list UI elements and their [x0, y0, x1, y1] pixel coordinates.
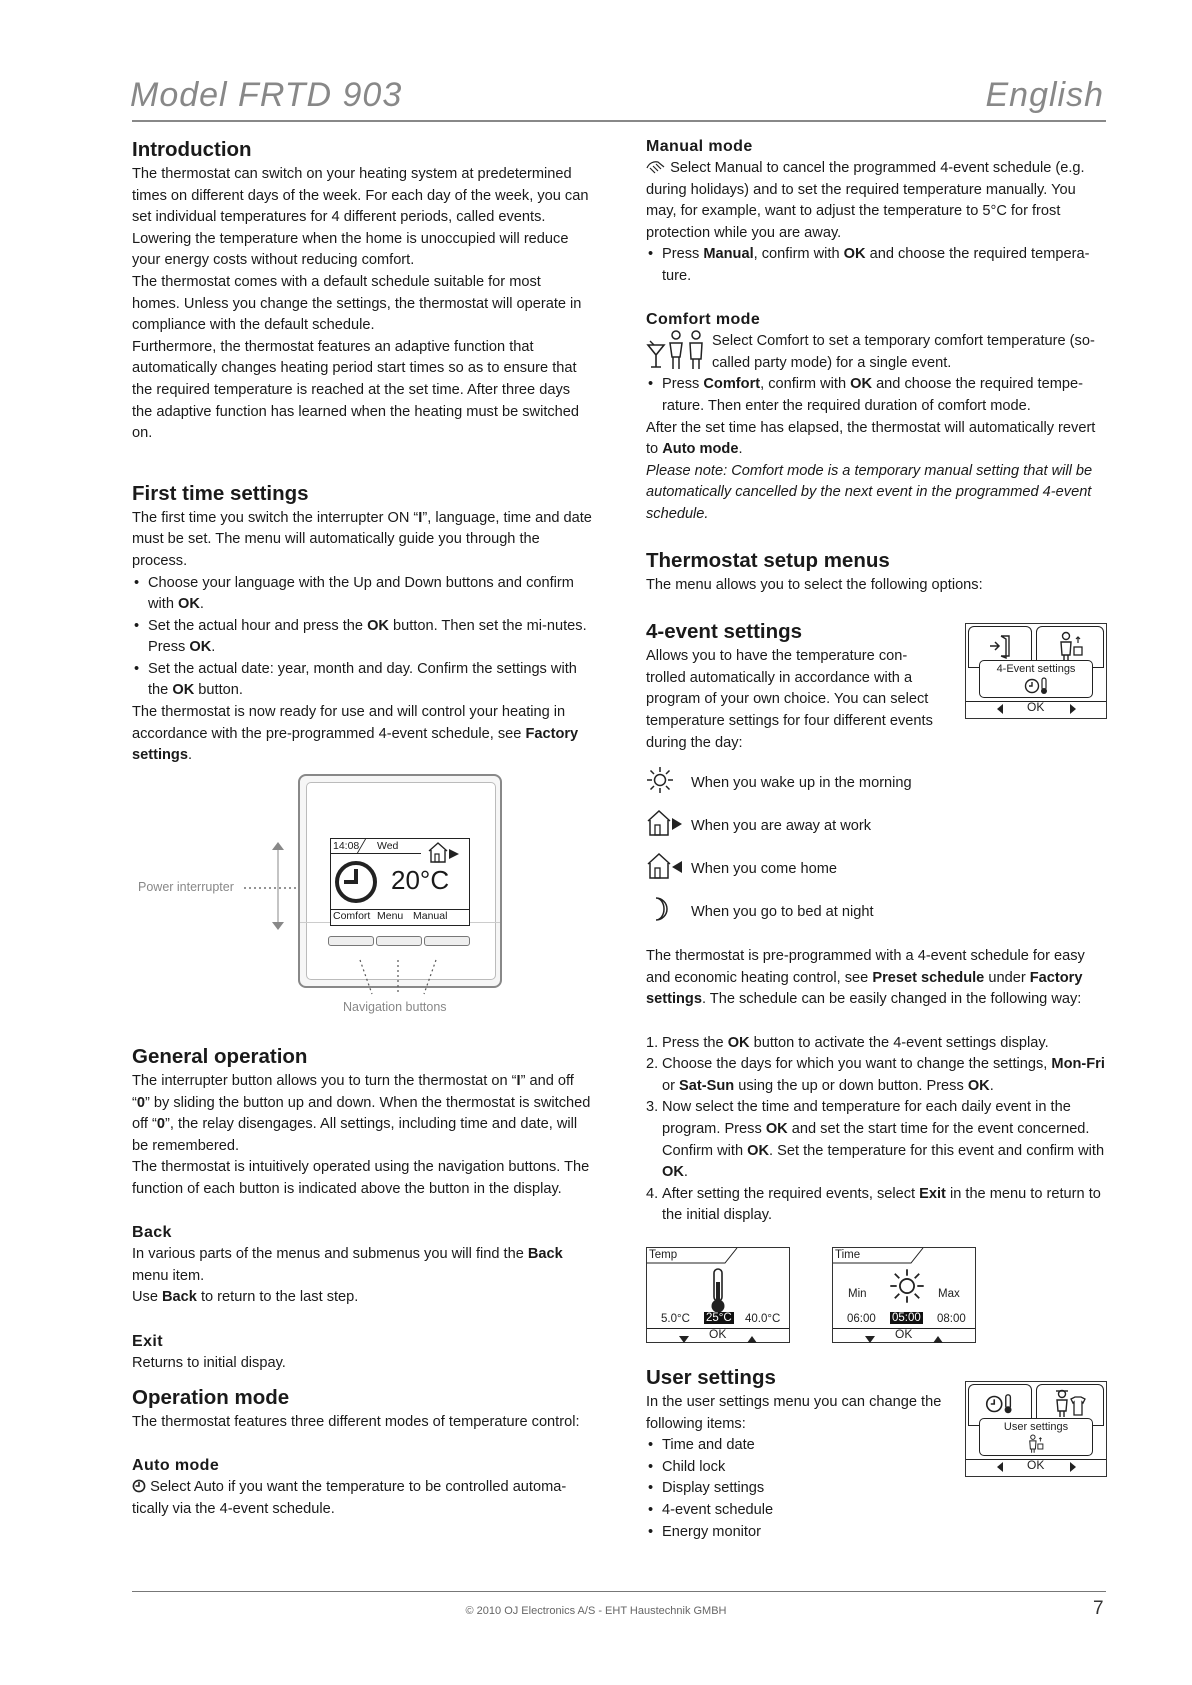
person-shirt-icon — [1053, 1389, 1087, 1419]
first-time-heading: First time settings — [132, 481, 309, 505]
auto-mode-paragraph: Select Auto if you want the temperature to be controlled automa-tically via the 4-event schedule. — [132, 1479, 567, 1517]
temp-value: 25°C — [706, 1312, 732, 1324]
four-event-heading: 4-event settings — [646, 620, 803, 644]
user-settings-section — [646, 1364, 966, 1543]
navigation-buttons-label: Navigation buttons — [343, 1000, 447, 1014]
temp-setting-screen — [646, 1247, 790, 1343]
tab-outline — [833, 1248, 975, 1268]
intro-paragraph-1: The thermostat can switch on your heating system at predetermined times on different days of the week. For each day of the week, you can set individual temperatures for 4 different periods, called events. Lowering the temperature when the home is unoccupied will reduce your energy costs without reducing comfort. — [132, 166, 589, 269]
user-settings-ok[interactable]: OK — [1027, 1458, 1045, 1472]
event-list — [646, 762, 1108, 934]
menu-selected-item[interactable] — [979, 1418, 1093, 1456]
list-item: 4. After setting the required events, select Exit in the menu to return to the initial display. — [646, 1185, 1101, 1224]
right-arrow-icon[interactable] — [1069, 1461, 1077, 1475]
list-item: • Display settings — [646, 1478, 966, 1500]
clock-thermometer-icon — [1024, 677, 1050, 695]
temp-max: 40.0°C — [745, 1313, 781, 1325]
clock-thermometer-icon — [985, 1393, 1015, 1415]
display-time: 14:08 — [333, 840, 360, 852]
back-paragraph-2: Use Back to return to the last step. — [132, 1289, 359, 1306]
temp-ok[interactable]: OK — [709, 1327, 727, 1341]
list-item: • Child lock — [646, 1457, 966, 1479]
manual-mode-paragraph: Select Manual to cancel the programmed 4-event schedule (e.g. during holidays) and to set the required temperature manually. You may, for example, want to adjust the temperature to 5°C for frost protection while you are away. — [646, 160, 1085, 241]
comfort-mode-paragraph: Select Comfort to set a temporary comfort temperature (so-called party mode) for a single event. — [646, 331, 1108, 374]
temp-min: 5.0°C — [661, 1313, 690, 1325]
user-settings-menu-screen — [965, 1381, 1107, 1477]
left-column — [132, 136, 592, 767]
first-time-paragraph: The first time you switch the interrupter ON “I”, language, time and date must be set. The menu will automatically guide you through the process. — [132, 509, 592, 569]
auto-clock-icon — [132, 1479, 146, 1495]
general-operation-heading: General operation — [132, 1045, 308, 1068]
user-settings-paragraph: In the user settings menu you can change the following items: — [646, 1394, 942, 1432]
left-arrow-icon[interactable] — [996, 703, 1004, 717]
up-arrow-icon[interactable] — [933, 1332, 943, 1346]
list-item: • 4-event schedule — [646, 1500, 966, 1522]
manual-mode-list — [646, 244, 1108, 287]
callout-lines — [132, 772, 592, 1022]
down-arrow-icon[interactable] — [865, 1332, 875, 1346]
list-item: 1. Press the OK button to activate the 4-event settings display. — [646, 1034, 1049, 1051]
operation-mode-paragraph: The thermostat features three different modes of temperature control: — [132, 1414, 580, 1431]
sun-icon — [889, 1268, 925, 1304]
footer-divider — [132, 1591, 1106, 1592]
display-day: Wed — [377, 840, 399, 852]
tab-outline — [647, 1248, 789, 1268]
footer-copyright: © 2010 OJ Electronics A/S - EHT Haustechnik GMBH — [465, 1605, 727, 1617]
softkey-comfort: Comfort — [333, 910, 371, 922]
time-screen-title: Time — [835, 1249, 861, 1261]
intro-paragraph-2: The thermostat comes with a default schedule suitable for most homes. Unless you change the settings, the thermostat will operate in compliance with the default schedule. — [132, 273, 582, 334]
exit-heading: Exit — [132, 1332, 163, 1350]
display-temperature: 20°C — [391, 865, 450, 895]
four-event-paragraph: Allows you to have the temperature con-trolled automatically in accordance with a program of your own choice. You can select temperature settings for four different events during the day: — [646, 648, 933, 751]
down-arrow-icon[interactable] — [679, 1332, 689, 1346]
sun-icon — [646, 766, 691, 802]
time-setting-screen — [832, 1247, 976, 1343]
time-max: 08:00 — [937, 1313, 966, 1325]
time-min-label: Min — [848, 1288, 867, 1300]
house-return-icon — [646, 852, 691, 888]
user-settings-menu-label: User settings — [1003, 1421, 1069, 1433]
person-lock-icon — [1026, 1434, 1046, 1454]
list-item: When you come home — [646, 848, 1108, 891]
header-divider — [132, 120, 1106, 122]
back-heading: Back — [132, 1224, 172, 1242]
time-max-label: Max — [938, 1288, 960, 1300]
manual-mode-heading: Manual mode — [646, 138, 753, 155]
right-arrow-icon[interactable] — [1069, 703, 1077, 717]
first-time-paragraph-2: The thermostat is now ready for use and will control your heating in accordance with the pre-programmed 4-event schedule, see Factory settings. — [132, 704, 579, 764]
user-settings-list — [646, 1435, 966, 1543]
list-item: • Time and date — [646, 1435, 966, 1457]
user-settings-heading: User settings — [646, 1366, 776, 1389]
party-icon — [646, 329, 708, 381]
back-paragraph-1: In various parts of the menus and submenus you will find the Back menu item. — [132, 1246, 563, 1284]
house-leave-icon — [646, 809, 691, 845]
intro-heading: Introduction — [132, 138, 252, 161]
time-ok[interactable]: OK — [895, 1327, 913, 1341]
exit-door-icon — [987, 633, 1013, 659]
list-item: • Choose your language with the Up and Down buttons and confirm with OK. — [132, 573, 592, 616]
comfort-mode-heading: Comfort mode — [646, 311, 761, 329]
steps-list — [646, 1033, 1108, 1227]
four-event-ok[interactable]: OK — [1027, 700, 1045, 714]
general-paragraph-2: The thermostat is intuitively operated using the navigation buttons. The function of each button is indicated above the button in the display. — [132, 1159, 590, 1197]
temp-screen-title: Temp — [649, 1249, 678, 1261]
intro-paragraph-3: Furthermore, the thermostat features an adaptive function that automatically changes heating period start times so as to ensure that the required temperature is reached at the set time. After three days the adaptive function has learned when the heating must be switched on. — [132, 338, 580, 442]
operation-mode-heading: Operation mode — [132, 1386, 290, 1410]
comfort-paragraph-2: After the set time has elapsed, the thermostat will automatically revert to Auto mode. — [646, 419, 1096, 458]
list-item: • Set the actual date: year, month and day. Confirm the settings with the OK button. — [132, 659, 592, 702]
list-item: • Press Manual, confirm with OK and choose the required tempera-ture. — [646, 244, 1108, 287]
four-event-menu-screen — [965, 623, 1107, 719]
list-item: • Set the actual hour and press the OK button. Then set the mi-nutes. Press OK. — [132, 616, 592, 659]
hand-icon — [646, 160, 666, 176]
first-time-list — [132, 573, 592, 703]
time-min: 06:00 — [847, 1313, 876, 1325]
power-interrupter-label: Power interrupter — [138, 880, 234, 894]
person-lock-icon — [1057, 631, 1085, 663]
list-item: • Press Comfort, confirm with OK and choose the required tempe-rature. Then enter the required duration of comfort mode. — [646, 374, 1108, 417]
softkey-manual: Manual — [413, 910, 448, 922]
thermostat-illustration — [132, 772, 592, 1022]
time-value: 05:00 — [892, 1312, 921, 1324]
list-item: When you are away at work — [646, 805, 1108, 848]
page-number: 7 — [1093, 1598, 1104, 1619]
list-item: 3. Now select the time and temperature for each daily event in the program. Press OK and set the start time for the event concerned. Confirm with OK. Set the temperature for this event and confirm with OK. — [646, 1099, 1105, 1181]
exit-paragraph: Returns to initial dispay. — [132, 1354, 286, 1371]
up-arrow-icon[interactable] — [747, 1332, 757, 1346]
setup-menus-heading: Thermostat setup menus — [646, 549, 890, 573]
setup-menus-paragraph: The menu allows you to select the following options: — [646, 577, 983, 594]
thermometer-icon — [707, 1268, 729, 1314]
menu-selected-item[interactable] — [979, 660, 1093, 698]
preset-paragraph: The thermostat is pre-programmed with a 4-event schedule for easy and economic heating control, see Preset schedule under Factory settings. The schedule can be easily changed in the following way: — [646, 948, 1085, 1008]
left-column-lower — [132, 1043, 592, 1521]
comfort-note: Please note: Comfort mode is a temporary manual setting that will be automatically cancelled by the next event in the programmed 4-event schedule. — [646, 462, 1093, 522]
comfort-mode-list — [646, 374, 1108, 417]
list-item: When you go to bed at night — [646, 891, 1108, 934]
general-paragraph-1: The interrupter button allows you to turn the thermostat on “I” and off “0” by sliding the button up and down. When the thermostat is switched off “0”, the relay disengages. All settings, including time and date, will be remembered. — [132, 1073, 591, 1154]
left-arrow-icon[interactable] — [996, 1461, 1004, 1475]
auto-mode-heading: Auto mode — [132, 1457, 220, 1475]
list-item: • Energy monitor — [646, 1522, 966, 1544]
four-event-menu-label: 4-Event settings — [996, 663, 1076, 675]
language-label: English — [985, 76, 1104, 114]
softkey-menu: Menu — [377, 910, 404, 922]
moon-icon — [646, 895, 691, 931]
list-item: When you wake up in the morning — [646, 762, 1108, 805]
list-item: 2. Choose the days for which you want to change the settings, Mon-Fri or Sat-Sun using the up or down button. Press OK. — [646, 1056, 1105, 1094]
model-title: Model FRTD 903 — [130, 76, 403, 114]
